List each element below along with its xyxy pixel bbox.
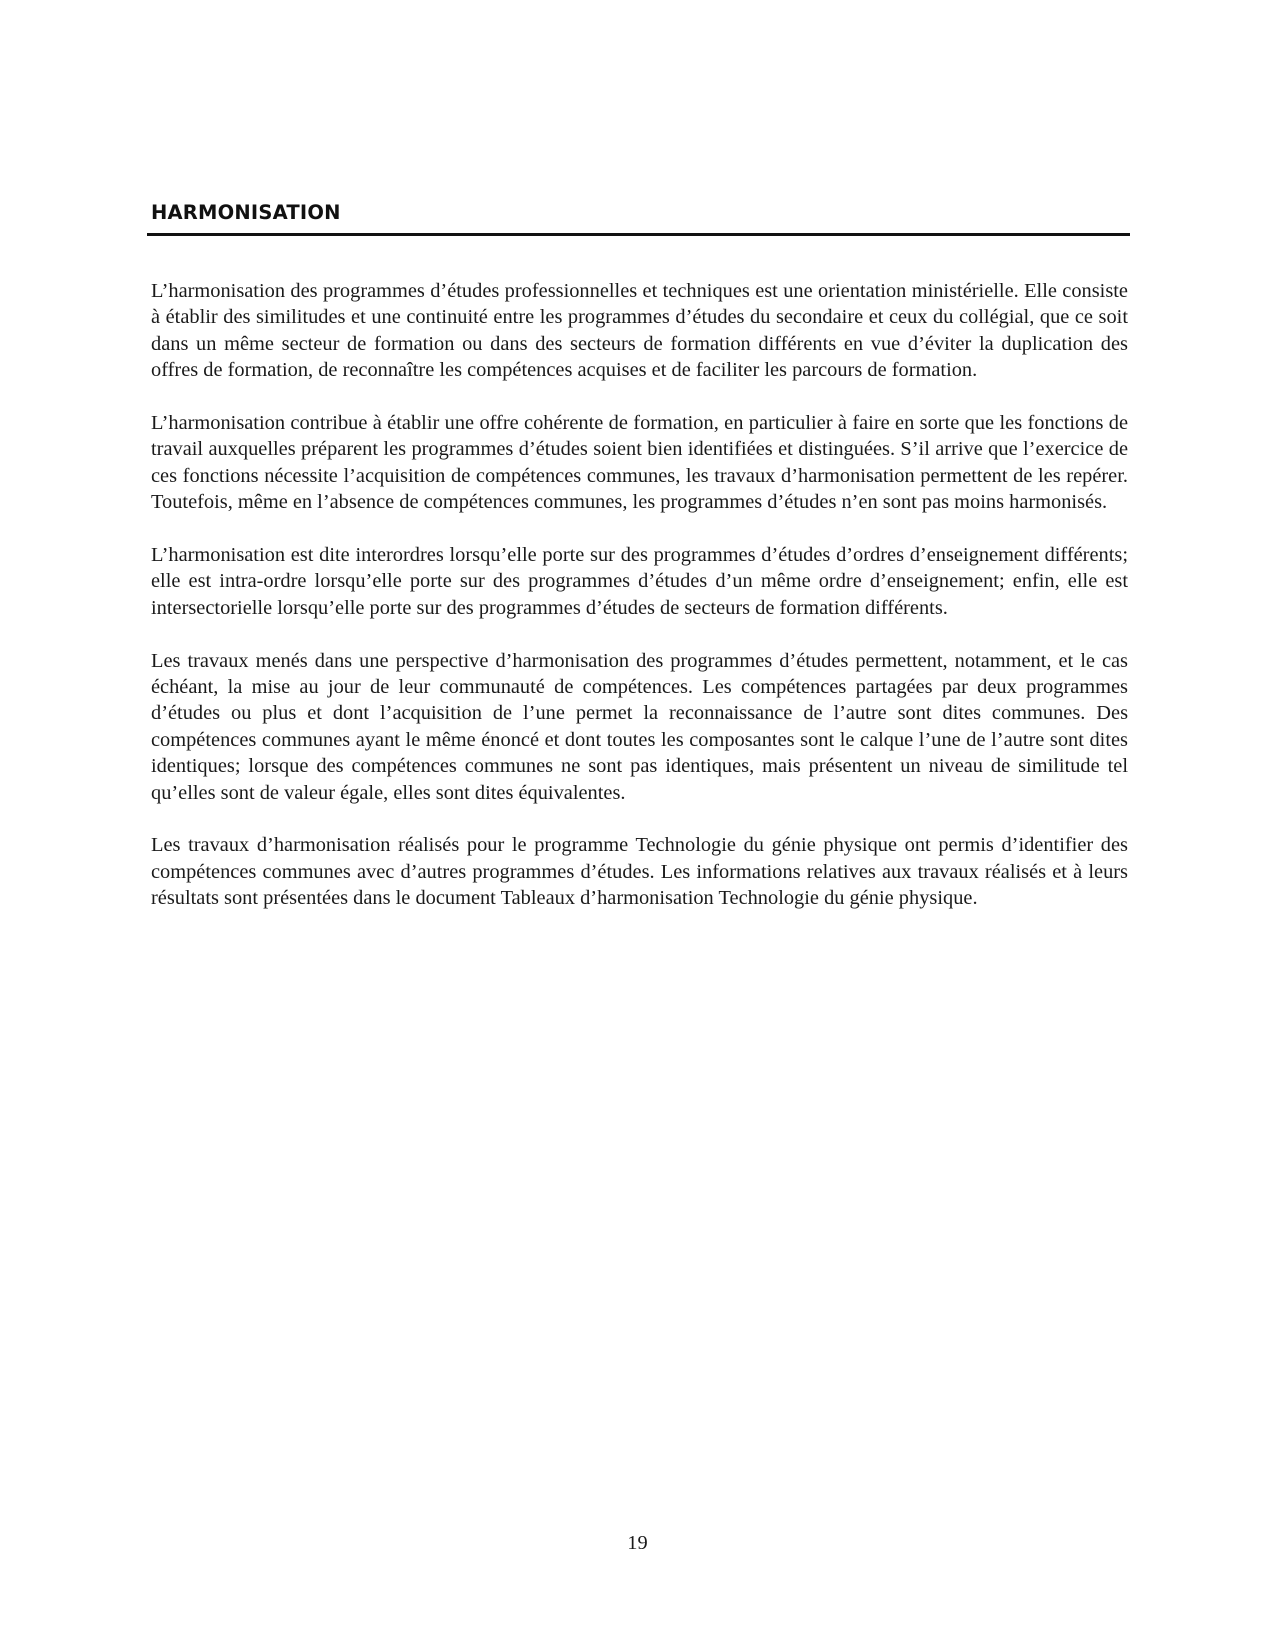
paragraph-types: L’harmonisation est dite interordres lorsqu’elle porte sur des programmes d’études d’ordres d’enseignement différents; elle est intra-ordre lorsqu’elle porte sur des programmes d’études d’un même ordre d’enseignement; enfin, elle est intersectorielle lorsqu’elle porte sur des programmes d’études de secteurs de formation différents. xyxy=(151,544,1128,619)
paragraph-common-competencies: Les travaux menés dans une perspective d’harmonisation des programmes d’études permettent, notamment, et le cas échéant, la mise au jour de leur communauté de compétences. Les compétences partagées par deux programmes d’études ou plus et dont l’acquisition de l’une permet la reconnaissance de l’autre sont dites communes. Des compétences communes ayant le même énoncé et dont toutes les composantes sont le calque l’une de l’autre sont dites identiques; lorsque des compétences communes ne sont pas identiques, mais présentent un niveau de similitude tel qu’elles sont de valeur égale, elles sont dites équivalentes. xyxy=(151,649,1128,804)
paragraph-coherence: L’harmonisation contribue à établir une offre cohérente de formation, en particulier à faire en sorte que les fonctions de travail auxquelles préparent les programmes d’études soient bien identifiées et distinguées. S’il arrive que l’exercice de ces fonctions nécessite l’acquisition de compétences communes, les travaux d’harmonisation permettent de les repérer. Toutefois, même en l’absence de compétences communes, les programmes d’études n’en sont pas moins harmonisés. xyxy=(151,412,1128,514)
body-text xyxy=(151,278,1128,938)
page-number: 19 xyxy=(627,1532,648,1554)
section-title: HARMONISATION xyxy=(151,201,341,224)
paragraph-definition: L’harmonisation des programmes d’études professionnelles et techniques est une orientation ministérielle. Elle consiste à établir des similitudes et une continuité entre les programmes d’études du secondaire et ceux du collégial, que ce soit dans un même secteur de formation ou dans des secteurs de formation différents en vue d’éviter la duplication des offres de formation, de reconnaître les compétences acquises et de faciliter les parcours de formation. xyxy=(151,280,1128,382)
paragraph-program-results: Les travaux d’harmonisation réalisés pour le programme Technologie du génie physique ont permis d’identifier des compétences communes avec d’autres programmes d’études. Les informations relatives aux travaux réalisés et à leurs résultats sont présentées dans le document Tableaux d’harmonisation Technologie du génie physique. xyxy=(151,834,1128,910)
title-underline-rule xyxy=(147,233,1130,236)
